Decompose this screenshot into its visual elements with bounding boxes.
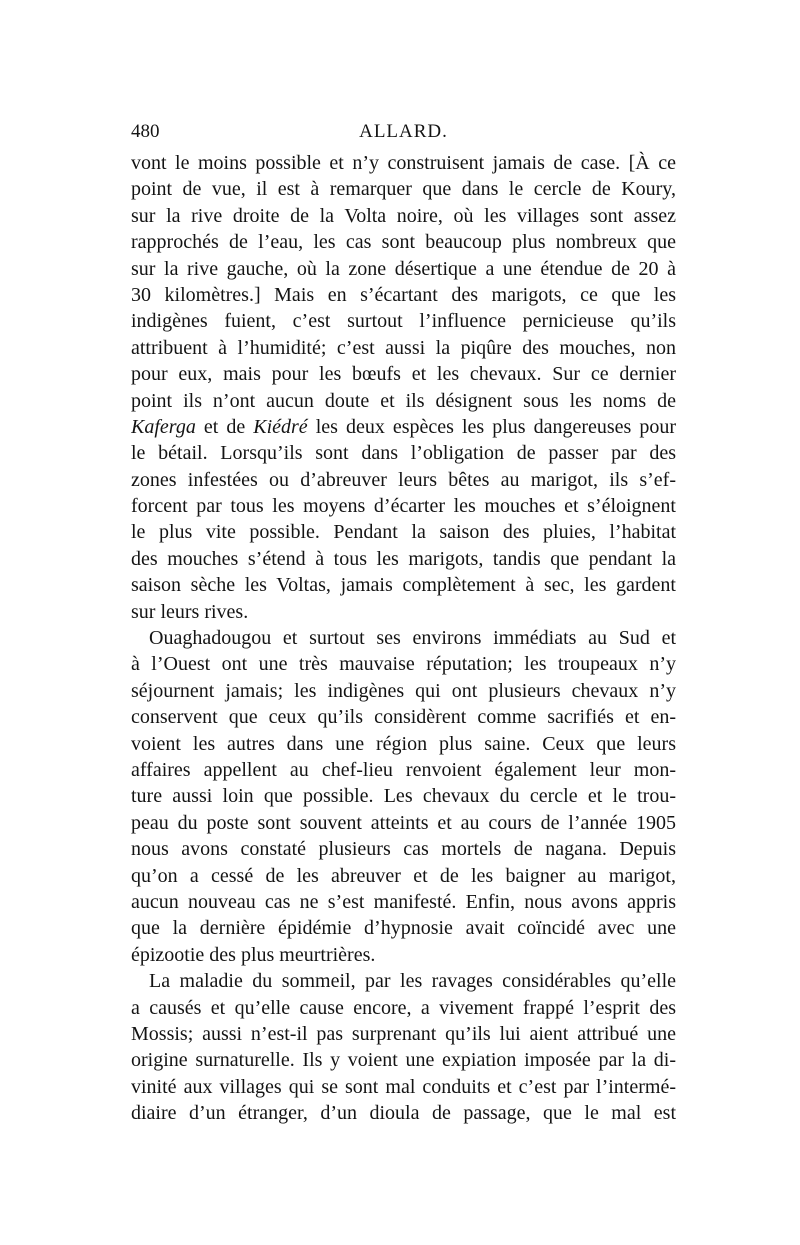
text-line bbox=[131, 440, 676, 466]
text-line bbox=[131, 651, 676, 677]
text-segment: nous avons constaté plusieurs cas mortels de nagana. Depuis bbox=[131, 838, 676, 861]
text-line bbox=[131, 229, 676, 255]
text-line bbox=[131, 1074, 676, 1100]
text-line bbox=[131, 150, 676, 176]
text-segment: zones infestées ou d’abreuver leurs bêtes au marigot, ils s’ef- bbox=[131, 468, 676, 491]
text-segment: vont le moins possible et n’y construisent jamais de case. [À ce bbox=[131, 152, 676, 174]
text-segment: à l’Ouest ont une très mauvaise réputation; les troupeaux n’y bbox=[131, 653, 676, 676]
text-segment: rapprochés de l’eau, les cas sont beaucoup plus nombreux que bbox=[131, 231, 676, 254]
text-segment: les deux espèces les plus dangereuses pour bbox=[307, 415, 676, 438]
text-line bbox=[131, 599, 676, 625]
italic-term: Kaferga bbox=[131, 415, 196, 438]
text-line bbox=[131, 731, 676, 757]
text-line bbox=[131, 414, 676, 440]
text-line bbox=[131, 757, 676, 783]
text-segment: attribuent à l’humidité; c’est aussi la piqûre des mouches, non bbox=[131, 336, 676, 359]
text-segment: le plus vite possible. Pendant la saison des pluies, l’habitat bbox=[131, 521, 676, 544]
text-line bbox=[131, 388, 676, 414]
text-segment: Ouaghadougou et surtout ses environs immédiats au Sud et bbox=[149, 627, 676, 650]
text-segment: point ils n’ont aucun doute et ils désignent sous les noms de bbox=[131, 389, 676, 412]
text-segment: peau du poste sont souvent atteints et au cours de l’année 1905 bbox=[131, 811, 676, 834]
text-line bbox=[131, 889, 676, 915]
text-segment: et de bbox=[195, 415, 254, 438]
text-segment: conservent que ceux qu’ils considèrent comme sacrifiés et en- bbox=[131, 706, 676, 729]
text-segment: a causés et qu’elle cause encore, a vivement frappé l’esprit des bbox=[131, 996, 676, 1019]
text-segment: que la dernière épidémie d’hypnosie avait coïncidé avec une bbox=[131, 917, 676, 940]
text-segment: sur la rive droite de la Volta noire, où les villages sont assez bbox=[131, 204, 676, 227]
text-line bbox=[131, 519, 676, 545]
page-number: 480 bbox=[131, 121, 160, 142]
text-segment: indigènes fuient, c’est surtout l’influence pernicieuse qu’ils bbox=[131, 310, 676, 333]
text-segment: qu’on a cessé de les abreuver et de les baigner au marigot, bbox=[131, 864, 676, 887]
text-line bbox=[131, 995, 676, 1021]
text-line bbox=[131, 361, 676, 387]
text-segment: Mossis; aussi n’est-il pas surprenant qu’ils lui aient attribué une bbox=[131, 1022, 676, 1045]
running-head bbox=[131, 118, 676, 146]
text-line bbox=[131, 704, 676, 730]
text-line bbox=[131, 203, 676, 229]
text-segment: diaire d’un étranger, d’un dioula de passage, que le mal est bbox=[131, 1102, 676, 1125]
text-line bbox=[131, 915, 676, 941]
text-line bbox=[131, 335, 676, 361]
text-line bbox=[131, 546, 676, 572]
text-line bbox=[131, 1100, 676, 1126]
text-line bbox=[131, 308, 676, 334]
text-line bbox=[131, 467, 676, 493]
text-segment: pour eux, mais pour les bœufs et les chevaux. Sur ce dernier bbox=[131, 363, 676, 386]
text-line bbox=[131, 625, 676, 651]
text-line bbox=[131, 256, 676, 282]
text-segment: vinité aux villages qui se sont mal conduits et c’est par l’intermé- bbox=[131, 1075, 676, 1098]
italic-term: Kiédré bbox=[253, 415, 308, 438]
text-segment: le bétail. Lorsqu’ils sont dans l’obligation de passer par des bbox=[131, 442, 676, 465]
text-segment: forcent par tous les moyens d’écarter les mouches et s’éloignent bbox=[131, 495, 676, 518]
text-segment: voient les autres dans une région plus saine. Ceux que leurs bbox=[131, 732, 676, 755]
text-segment: des mouches s’étend à tous les marigots, tandis que pendant la bbox=[131, 547, 676, 570]
text-segment: ture aussi loin que possible. Les chevaux du cercle et le trou- bbox=[131, 785, 676, 808]
text-segment: aucun nouveau cas ne s’est manifesté. Enfin, nous avons appris bbox=[131, 890, 676, 913]
text-segment: saison sèche les Voltas, jamais complètement à sec, les gardent bbox=[131, 574, 676, 597]
text-segment: sur leurs rives. bbox=[131, 600, 249, 623]
text-line bbox=[131, 810, 676, 836]
text-line bbox=[131, 863, 676, 889]
text-line bbox=[131, 282, 676, 308]
text-segment: affaires appellent au chef-lieu renvoient également leur mon- bbox=[131, 758, 676, 781]
text-line bbox=[131, 176, 676, 202]
text-segment: origine surnaturelle. Ils y voient une expiation imposée par la di- bbox=[131, 1049, 676, 1072]
text-line bbox=[131, 678, 676, 704]
text-line bbox=[131, 783, 676, 809]
text-segment: séjournent jamais; les indigènes qui ont plusieurs chevaux n’y bbox=[131, 679, 676, 702]
text-line bbox=[131, 836, 676, 862]
text-segment: point de vue, il est à remarquer que dans le cercle de Koury, bbox=[131, 178, 676, 201]
body-text bbox=[131, 150, 676, 1126]
text-segment: épizootie des plus meurtrières. bbox=[131, 943, 376, 966]
text-line bbox=[131, 1047, 676, 1073]
text-segment: 30 kilomètres.] Mais en s’écartant des marigots, ce que les bbox=[131, 283, 676, 306]
text-segment: sur la rive gauche, où la zone désertique a une étendue de 20 à bbox=[131, 257, 676, 280]
text-line bbox=[131, 1021, 676, 1047]
text-line bbox=[131, 942, 676, 968]
text-line bbox=[131, 968, 676, 994]
text-line bbox=[131, 493, 676, 519]
text-line bbox=[131, 572, 676, 598]
running-title: ALLARD. bbox=[359, 121, 448, 142]
text-segment: La maladie du sommeil, par les ravages considérables qu’elle bbox=[149, 970, 676, 993]
